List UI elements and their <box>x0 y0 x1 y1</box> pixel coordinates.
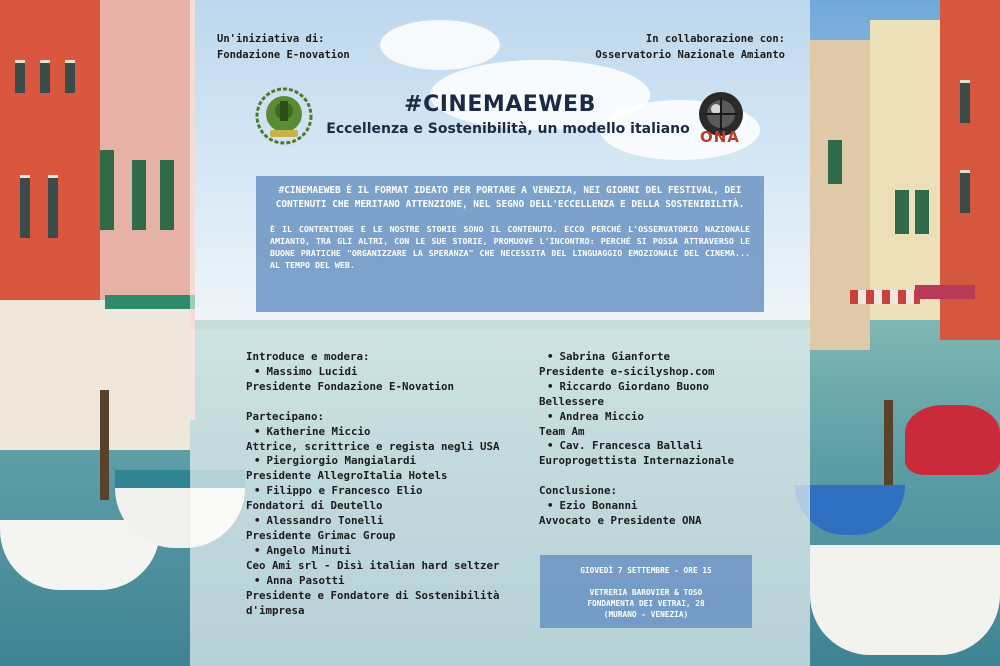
event-datetime: GIOVEDÌ 7 SETTEMBRE - ORE 15 <box>580 566 712 575</box>
participants-heading: Partecipano: <box>246 409 325 423</box>
speaker-role: Team Am <box>539 424 585 438</box>
initiative-organization: Fondazione E-novation <box>217 49 350 61</box>
speaker-role: Fondatori di Deutello <box>246 499 383 513</box>
speaker-role: Ceo Ami srl - Disì italian hard seltzer <box>246 558 500 572</box>
red-flowers <box>905 405 1000 475</box>
initiative-label: Un'iniziativa di: <box>217 33 325 45</box>
building-right-yellow <box>870 20 940 320</box>
speaker-name: • Ezio Bonanni <box>539 499 779 514</box>
pink-awning <box>915 285 975 299</box>
speaker-role: Presidente Grimac Group <box>246 528 396 542</box>
venue-city: (MURANO - VENEZIA) <box>603 610 689 619</box>
conclusion-heading: Conclusione: <box>539 484 618 498</box>
speaker-role: Presidente e-sicilyshop.com <box>539 364 715 378</box>
green-awning <box>105 295 195 309</box>
ona-logo-text: ONA <box>700 128 740 146</box>
speaker-role: Europrogettista Internazionale <box>539 454 735 468</box>
speaker-role: Attrice, scrittrice e regista negli USA <box>246 439 500 453</box>
speaker-name: • Filippo e Francesco Elio <box>246 484 536 499</box>
collaboration-organization: Osservatorio Nazionale Amianto <box>595 49 785 61</box>
initiative-credit <box>217 31 350 63</box>
speaker-name: • Sabrina Gianforte <box>539 350 779 365</box>
program-left-column <box>246 350 536 618</box>
speaker-name: • Anna Pasotti <box>246 574 536 589</box>
speaker-name: • Katherine Miccio <box>246 425 536 440</box>
page-title: #CINEMAEWEB <box>404 92 596 117</box>
intro-paragraph-2: È IL CONTENITORE E LE NOSTRE STORIE SONO IL CONTENUTO. ECCO PERCHÉ L'OSSERVATORIO NAZIONALE AMIANTO, TRA GLI ALTRI, CON LE SUE STORIE, PROMUOVE L'INCONTRO: PERCHÉ SI POSSA ATTRAVERSO LE BUONE PRATICHE "ORGANIZZARE LA SPERANZA" CHE NECESSITA DEL LINGUAGGIO EMOZIONALE DEL CINEMA... AL TEMPO DEL WEB. <box>270 224 750 270</box>
speaker-name: • Andrea Miccio <box>539 410 779 425</box>
boat <box>810 545 1000 655</box>
speaker-name: • Cav. Francesca Ballali <box>539 439 779 454</box>
collaboration-label: In collaborazione con: <box>645 33 785 45</box>
speaker-name: • Angelo Minuti <box>246 544 536 559</box>
collaboration-credit <box>595 31 785 63</box>
building-left-ground <box>0 300 190 450</box>
speaker-role: Avvocato e Presidente ONA <box>539 514 702 528</box>
intro-paragraph-1: #CINEMAEWEB È IL FORMAT IDEATO PER PORTARE A VENEZIA, NEI GIORNI DEL FESTIVAL, DEI CONTENUTI CHE MERITANO ATTENZIONE, NEL SEGNO DELL'ECCELLENZA E DELLA SOSTENIBILITÀ. <box>275 185 745 210</box>
speaker-name: • Alessandro Tonelli <box>246 514 536 529</box>
speaker-name: • Riccardo Giordano Buono <box>539 380 779 395</box>
speaker-role: Bellessere <box>539 394 605 408</box>
venue-name: VETRERIA BAROVIER & TOSO <box>589 588 703 597</box>
speaker-name: • Piergiorgio Mangialardi <box>246 454 536 469</box>
speaker-role: Presidente AllegroItalia Hotels <box>246 469 448 483</box>
program-right-column <box>539 350 779 529</box>
event-info-box <box>540 555 752 628</box>
striped-awning <box>850 290 920 304</box>
speaker-role: Presidente e Fondatore di Sostenibilità d'impresa <box>246 588 500 617</box>
moderator-heading: Introduce e modera: <box>246 350 370 363</box>
page-subtitle: Eccellenza e Sostenibilità, un modello italiano <box>326 121 690 137</box>
speaker-name: • Massimo Lucidi <box>246 365 536 380</box>
speaker-role: Presidente Fondazione E-Novation <box>246 379 455 393</box>
venue-address: FONDAMENTA DEI VETRAI, 28 <box>587 599 705 608</box>
intro-box <box>256 176 764 312</box>
